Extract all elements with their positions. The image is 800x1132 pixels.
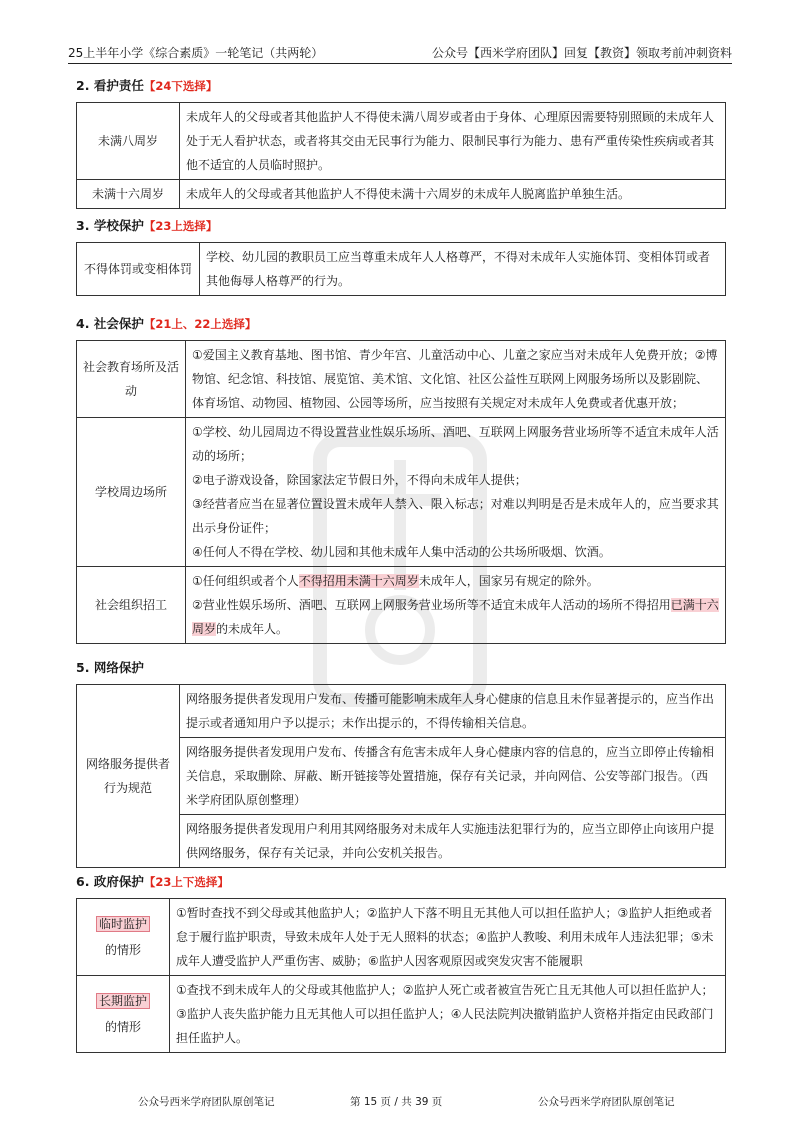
header-divider	[68, 63, 732, 64]
list-item: ②电子游戏设备，除国家法定节假日外，不得向未成年人提供；	[192, 473, 527, 487]
row-label: 不得体罚或变相体罚	[77, 243, 200, 296]
row-content: ①暂时查找不到父母或其他监护人；②监护人下落不明且无其他人可以担任监护人；③监护人拒绝或者怠于履行监护职责，导致未成年人处于无人照料的状态；④监护人教唆、利用未成年人违法犯罪；⑤未成年人遭受监护人严重伤害、威胁；⑥监护人因客观原因或突发灾害不能履职	[170, 899, 726, 976]
row-label: 未满八周岁	[77, 103, 180, 180]
table-row	[77, 567, 726, 644]
table-row	[77, 243, 726, 296]
row-content: 未成年人的父母或者其他监护人不得使未满十六周岁的未成年人脱离监护单独生活。	[180, 180, 726, 209]
section-heading: 5. 网络保护	[76, 660, 144, 675]
section-heading: 6. 政府保护【23上下选择】	[76, 874, 229, 889]
exam-tag: 【24下选择】	[143, 79, 218, 93]
row-label: 社会教育场所及活动	[77, 341, 186, 418]
row-content	[186, 418, 726, 567]
highlight: 不得招用未满十六周岁	[298, 574, 419, 588]
exam-tag: 【23上下选择】	[143, 875, 229, 889]
guardianship-table	[76, 102, 726, 209]
row-content: 未成年人的父母或者其他监护人不得使未满八周岁或者由于身体、心理原因需要特别照顾的未成年人处于无人看护状态，或者将其交由无民事行为能力、限制民事行为能力、患有严重传染性疾病或者其他不适宜的人员临时照护。	[180, 103, 726, 180]
list-item: ①学校、幼儿园周边不得设置营业性娱乐场所、酒吧、互联网上网服务营业场所等不适宜未成年人活动的场所；	[192, 425, 719, 463]
list-item: ④任何人不得在学校、幼儿园和其他未成年人集中活动的公共场所吸烟、饮酒。	[192, 545, 611, 559]
list-item: ②营业性娱乐场所、酒吧、互联网上网服务营业场所等不适宜未成年人活动的场所不得招用已满十六周岁的未成年人。	[192, 598, 719, 636]
row-label: 长期监护 的情形	[77, 976, 170, 1053]
row-content: ①查找不到未成年人的父母或其他监护人；②监护人死亡或者被宣告死亡且无其他人可以担任监护人；③监护人丧失监护能力且无其他人可以担任监护人；④人民法院判决撤销监护人资格并指定由民政部门担任监护人。	[170, 976, 726, 1053]
row-label: 未满十六周岁	[77, 180, 180, 209]
exam-tag: 【23上选择】	[143, 219, 218, 233]
table-row	[77, 103, 726, 180]
row-content: 网络服务提供者发现用户发布、传播含有危害未成年人身心健康内容的信息的，应当立即停止传输相关信息，采取删除、屏蔽、断开链接等处置措施，保存有关记录，并向网信、公安等部门报告。（西米学府团队原创整理）	[180, 738, 726, 815]
exam-tag: 【21上、22上选择】	[143, 317, 257, 331]
row-label: 社会组织招工	[77, 567, 186, 644]
list-item: ①任何组织或者个人不得招用未满十六周岁未成年人，国家另有规定的除外。	[192, 574, 599, 588]
row-content: 学校、幼儿园的教职员工应当尊重未成年人人格尊严，不得对未成年人实施体罚、变相体罚或者其他侮辱人格尊严的行为。	[200, 243, 726, 296]
table-row	[77, 341, 726, 418]
table-row	[77, 899, 726, 976]
highlight: 临时监护	[96, 916, 150, 932]
section-heading: 2. 看护责任【24下选择】	[76, 78, 218, 93]
table-row	[77, 180, 726, 209]
government-protection-table	[76, 898, 726, 1053]
section-heading: 4. 社会保护【21上、22上选择】	[76, 316, 257, 331]
school-protection-table	[76, 242, 726, 296]
footer-left: 公众号西米学府团队原创笔记	[138, 1096, 275, 1108]
social-protection-table	[76, 340, 726, 644]
network-protection-table	[76, 684, 726, 868]
header-right: 公众号【西米学府团队】回复【教资】领取考前冲刺资料	[431, 46, 732, 60]
row-label: 临时监护 的情形	[77, 899, 170, 976]
highlight: 已满十六周岁	[192, 598, 719, 636]
footer-right: 公众号西米学府团队原创笔记	[538, 1096, 675, 1108]
row-content: ①爱国主义教育基地、图书馆、青少年宫、儿童活动中心、儿童之家应当对未成年人免费开放；②博物馆、纪念馆、科技馆、展览馆、美术馆、文化馆、社区公益性互联网上网服务场所以及影剧院、体育场馆、动物园、植物园、公园等场所，应当按照有关规定对未成年人免费或者优惠开放；	[186, 341, 726, 418]
page-number: 第 15 页 / 共 39 页	[350, 1096, 443, 1108]
row-content	[186, 567, 726, 644]
row-label: 学校周边场所	[77, 418, 186, 567]
table-row	[77, 976, 726, 1053]
table-row	[77, 685, 726, 738]
page-header	[68, 44, 732, 64]
list-item: ③经营者应当在显著位置设置未成年人禁入、限入标志；对难以判明是否是未成年人的，应当要求其出示身份证件；	[192, 497, 719, 535]
row-content: 网络服务提供者发现用户利用其网络服务对未成年人实施违法犯罪行为的，应当立即停止向该用户提供网络服务，保存有关记录，并向公安机关报告。	[180, 815, 726, 868]
highlight: 长期监护	[96, 993, 150, 1009]
row-label: 网络服务提供者行为规范	[77, 685, 180, 868]
header-left: 25上半年小学《综合素质》一轮笔记（共两轮）	[68, 46, 324, 60]
table-row	[77, 418, 726, 567]
row-content: 网络服务提供者发现用户发布、传播可能影响未成年人身心健康的信息且未作显著提示的，应当作出提示或者通知用户予以提示；未作出提示的，不得传输相关信息。	[180, 685, 726, 738]
section-heading: 3. 学校保护【23上选择】	[76, 218, 218, 233]
